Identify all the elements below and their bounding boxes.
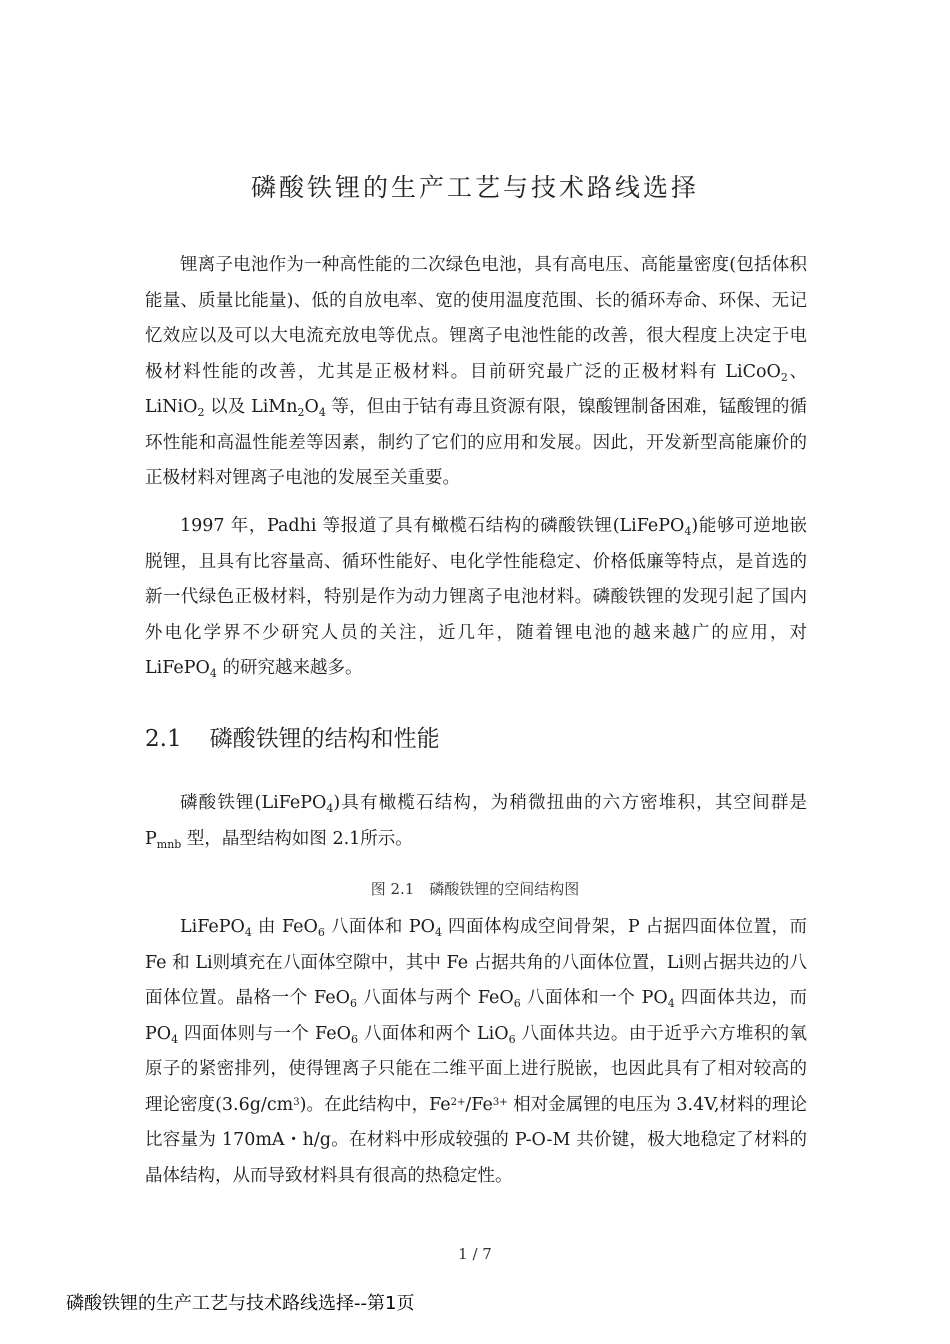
page-footer: 磷酸铁锂的生产工艺与技术路线选择--第1页 bbox=[66, 1293, 415, 1314]
text-run: O bbox=[304, 397, 319, 417]
text-run: /Fe bbox=[465, 1094, 493, 1115]
text-run: 八面体和两个 LiO bbox=[357, 1023, 509, 1044]
page-number: 1 / 7 bbox=[458, 1245, 492, 1263]
text-run: 四面体则与一个 FeO bbox=[178, 1023, 351, 1044]
text-run: 相对金属锂的电压为 3.4V,材料的理论比容量为 170mA・h/g。在材料中形成较强的 P-O-M 共价键，极大地稳定了材料的晶体结构，从而导致材料具有很高的热稳定性。 bbox=[145, 1094, 807, 1186]
subscript: mnb bbox=[156, 837, 182, 851]
subscript: 6 bbox=[508, 1032, 516, 1046]
paragraph-text bbox=[145, 910, 807, 1194]
text-run: )能够可逆地嵌脱锂，且具有比容量高、循环性能好、电化学性能稳定、价格低廉等特点，是首选的新一代绿色正极材料，特别是作为动力锂离子电池材料。磷酸铁锂的发现引起了国内外电化学界不少研究人员的关注，近几年，随着锂电池的越来越广的应用，对 LiFePO bbox=[145, 516, 807, 678]
subscript: 4 bbox=[435, 926, 442, 939]
subscript: 4 bbox=[244, 926, 252, 939]
subscript: 2 bbox=[297, 406, 305, 419]
section-heading bbox=[145, 720, 440, 753]
text-run: 四面体构成空间骨架，P 占据四面体位置，而 Fe 和 Li则填充在八面体空隙中，其中 Fe 占据共角的八面体位置，Li则占据共边的八面体位置。晶格一个 FeO bbox=[145, 917, 808, 1008]
figure-caption: 图 2.1 磷酸铁锂的空间结构图 bbox=[370, 880, 580, 898]
document-title: 磷酸铁锂的生产工艺与技术路线选择 bbox=[250, 173, 699, 202]
subscript: 4 bbox=[209, 667, 217, 680]
section-title: 磷酸铁锂的结构和性能 bbox=[209, 726, 440, 752]
subscript: 6 bbox=[317, 926, 325, 939]
paragraph-structure bbox=[145, 786, 807, 857]
text-run: 八面体共边。由于近乎六方堆积的氧原子的紧密排列，使得锂离子只能在二维平面上进行脱嵌，也因此具有了相对较高的理论密度(3.6g/cm bbox=[145, 1023, 807, 1115]
subscript: 2 bbox=[780, 370, 788, 384]
paragraph-intro bbox=[145, 248, 807, 497]
text-run: 1997 年，Padhi 等报道了具有橄榄石结构的磷酸铁锂(LiFePO bbox=[180, 516, 685, 536]
section-number: 2.1 bbox=[145, 726, 182, 752]
text-run: 等，但由于钴有毒且资源有限，镍酸锂制备困难，锰酸锂的循环性能和高温性能差等因素，制约了它们的应用和发展。因此，开发新型高能廉价的正极材料对锂离子电池的发展至关重要。 bbox=[145, 397, 807, 488]
text-run: 由 FeO bbox=[251, 917, 318, 937]
subscript: 4 bbox=[326, 802, 334, 815]
text-run: 以及 LiMn bbox=[204, 397, 298, 417]
text-run: LiFePO bbox=[180, 917, 245, 937]
text-run: 型，晶型结构如图 2.1所示。 bbox=[181, 828, 413, 849]
superscript: 3+ bbox=[492, 1096, 508, 1108]
superscript: 3 bbox=[293, 1096, 300, 1108]
subscript: 2 bbox=[197, 406, 205, 419]
paragraph-text bbox=[145, 248, 807, 497]
subscript: 6 bbox=[349, 997, 357, 1010]
text-run: 、LiNiO bbox=[145, 361, 807, 417]
superscript: 2+ bbox=[450, 1096, 466, 1108]
text-run: 的研究越来越多。 bbox=[216, 658, 363, 678]
paragraph-crystal bbox=[145, 910, 807, 1194]
paragraph-text bbox=[145, 786, 807, 857]
text-run: )具有橄榄石结构，为稍微扭曲的六方密堆积，其空间群是 P bbox=[145, 793, 808, 849]
subscript: 4 bbox=[667, 997, 675, 1010]
subscript: 4 bbox=[318, 406, 326, 419]
subscript: 4 bbox=[171, 1032, 179, 1046]
text-run: 锂离子电池作为一种高性能的二次绿色电池，具有高电压、高能量密度(包括体积能量、质量比能量)、低的自放电率、宽的使用温度范围、长的循环寿命、环保、无记忆效应以及可以大电流充放电等优点。锂离子电池性能的改善，很大程度上决定于电极材料性能的改善，尤其是正极材料。目前研究最广泛的正极材料有 LiCoO bbox=[145, 255, 807, 382]
paragraph-text bbox=[145, 509, 807, 687]
text-run: 八面体与两个 FeO bbox=[356, 988, 514, 1008]
text-run: 磷酸铁锂(LiFePO bbox=[180, 793, 327, 813]
subscript: 6 bbox=[350, 1032, 358, 1046]
subscript: 4 bbox=[684, 525, 692, 538]
text-run: 四面体共边，而 PO bbox=[145, 988, 808, 1044]
text-run: )。在此结构中，Fe bbox=[299, 1094, 451, 1115]
text-run: 八面体和一个 PO bbox=[520, 988, 668, 1008]
subscript: 6 bbox=[513, 997, 521, 1010]
paragraph-history bbox=[145, 509, 807, 687]
text-run: 八面体和 PO bbox=[324, 917, 435, 937]
